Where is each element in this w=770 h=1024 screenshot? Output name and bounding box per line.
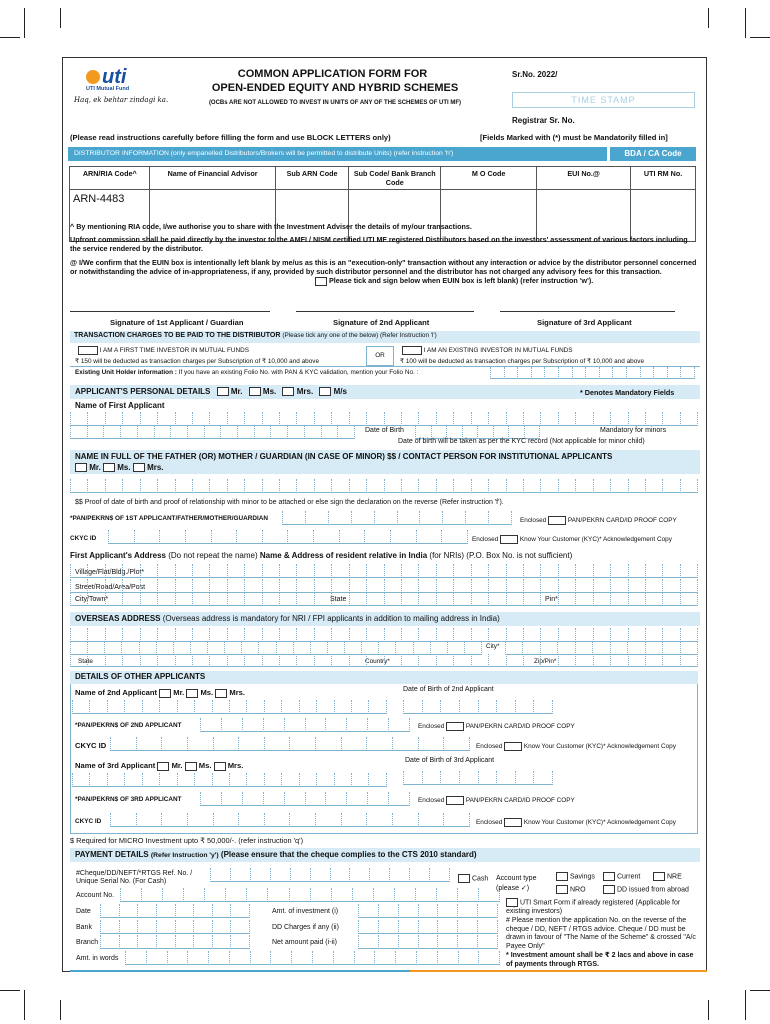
third-pan-input[interactable]	[200, 792, 410, 806]
first-applicant-name-input[interactable]	[70, 412, 698, 426]
cheque-input[interactable]	[210, 868, 450, 882]
crop-mark	[750, 37, 770, 38]
street-label: Street/Road/Area/Post	[75, 584, 146, 591]
cash-option[interactable]: Cash	[458, 874, 488, 883]
third-dob-label: Date of Birth of 3rd Applicant	[405, 757, 495, 764]
second-pan-enclosed: Enclosed PAN/PEKRN CARD/ID PROOF COPY	[418, 723, 575, 731]
other-applicants-title: DETAILS OF OTHER APPLICANTS	[75, 672, 206, 681]
mandatory-note: [Fields Marked with (*) must be Mandatorily filled in]	[480, 133, 668, 142]
registrar-sr-no: Registrar Sr. No.	[512, 116, 575, 125]
amt-words-input[interactable]	[125, 951, 500, 965]
village-input[interactable]	[70, 564, 698, 578]
address-title: First Applicant's Address (Do not repeat the name) Name & Address of resident relative in India (for NRIs) (P.O. Box No. is not sufficient)	[70, 551, 573, 560]
pan-first-label: *PAN/PEKRN$ OF 1ST APPLICANT/FATHER/MOTHER/GUARDIAN	[70, 515, 268, 522]
crop-mark	[745, 8, 746, 38]
branch-input[interactable]	[100, 935, 250, 949]
col-uti-rm: UTI RM No.	[631, 167, 696, 190]
date-label: Date	[76, 908, 91, 915]
state-label: State	[330, 596, 347, 603]
pan-first-input[interactable]	[282, 511, 512, 525]
proof-note: $$ Proof of date of birth and proof of relationship with minor to be attached or else sign the declaration on the reverse (Refer instruction 'f').	[75, 499, 504, 506]
sub-code-cell[interactable]	[349, 190, 441, 242]
third-pan-label: *PAN/PEKRN$ OF 3RD APPLICANT	[75, 796, 182, 803]
dd-charges-input[interactable]	[358, 920, 498, 934]
block-letters-note: (Please read instructions carefully before filling the form and use BLOCK LETTERS only)	[70, 133, 391, 142]
existing-option[interactable]: I AM AN EXISTING INVESTOR IN MUTUAL FUNDS	[402, 346, 573, 355]
ckyc-first-label: CKYC ID	[70, 535, 97, 542]
folio-row: Existing Unit Holder information : If you have an existing Folio No. with PAN & KYC validation, mention your Folio No. :	[75, 369, 419, 376]
first-applicant-name-input-2[interactable]	[70, 425, 355, 439]
branch-label: Branch	[76, 939, 99, 946]
amt-inv-label: Amt. of investment (i)	[272, 908, 339, 915]
col-sub-code: Sub Code/ Bank Branch Code	[349, 167, 441, 190]
first-time-option[interactable]: I AM A FIRST TIME INVESTOR IN MUTUAL FUNDS	[78, 346, 249, 355]
ckyc-first-input[interactable]	[108, 530, 468, 544]
second-kyc-ack: Enclosed Know Your Customer (KYC)* Acknowledgement Copy	[476, 743, 676, 751]
bda-ca-code: BDA / CA Code	[610, 147, 696, 161]
net-amount-label: Net amount paid (i-ii)	[272, 939, 337, 946]
overseas-country-label: Country*	[365, 658, 390, 665]
sig-label-1: Signature of 1st Applicant / Guardian	[110, 318, 244, 327]
crop-mark	[708, 8, 709, 28]
overseas-zip-label: Zip/Pin*	[534, 658, 557, 665]
second-pan-input[interactable]	[200, 718, 410, 732]
father-title-options: Mr. Ms. Mrs.	[75, 463, 164, 472]
ria-note: ^ By mentioning RIA code, I/we authorise you to share with the Investment Adviser the details of my/our transactions.	[70, 222, 472, 231]
account-type-label: Account type (please ✓)	[496, 875, 537, 892]
transaction-title: TRANSACTION CHARGES TO BE PAID TO THE DISTRIBUTOR (Please tick any one of the below) (Refer Instruction 'l')	[74, 332, 437, 339]
city-state-pin-input[interactable]	[70, 592, 698, 606]
overseas-state-label: State	[78, 658, 93, 665]
nre-option[interactable]: NRE	[653, 872, 682, 881]
footer-bar-blue	[70, 970, 410, 972]
father-title: NAME IN FULL OF THE FATHER (OR) MOTHER / GUARDIAN (IN CASE OF MINOR) $$ / CONTACT PERSON FOR INSTITUTIONAL APPLICANTS	[75, 452, 613, 461]
village-label: Village/Flat/Bldg./Plot*	[75, 569, 145, 576]
sig-line-1	[70, 311, 270, 312]
or-label: OR	[366, 346, 394, 366]
dob-note: Date of birth will be taken as per the KYC record (Not applicable for minor child)	[398, 438, 645, 445]
ocb-note: (OCBs ARE NOT ALLOWED TO INVEST IN UNITS OF ANY OF THE SCHEMES OF UTI MF)	[208, 100, 462, 106]
crop-mark	[24, 8, 25, 38]
crop-mark	[0, 37, 20, 38]
overseas-line-1[interactable]	[70, 628, 698, 642]
second-ckyc-input[interactable]	[110, 737, 470, 751]
euin-cell[interactable]	[537, 190, 631, 242]
third-kyc-ack: Enclosed Know Your Customer (KYC)* Acknowledgement Copy	[476, 819, 676, 827]
euin-blank-checkbox[interactable]	[315, 277, 327, 286]
footer-bar-orange	[410, 970, 707, 972]
sig-label-2: Signature of 2nd Applicant	[333, 318, 430, 327]
net-amount-input[interactable]	[358, 935, 498, 949]
crop-mark	[708, 1000, 709, 1020]
account-no-input[interactable]	[120, 888, 500, 902]
first-applicant-label: Name of First Applicant	[75, 401, 165, 410]
overseas-city-input[interactable]	[505, 641, 698, 655]
dob-input[interactable]	[415, 425, 540, 439]
col-euin: EUI No.@	[537, 167, 631, 190]
crop-mark	[24, 990, 25, 1020]
tick-note: Please tick and sign below when EUIN box is left blank) (refer instruction 'w').	[315, 276, 593, 286]
dd-charges-label: DD Charges if any (ii)	[272, 924, 339, 931]
col-sub-arn: Sub ARN Code	[275, 167, 349, 190]
current-option[interactable]: Current	[603, 872, 640, 881]
pan-first-enclosed: Enclosed PAN/PEKRN CARD/ID PROOF COPY	[520, 517, 677, 525]
overseas-city-label: City*	[486, 643, 500, 650]
mandatory-fields-note: * Denotes Mandatory Fields	[580, 388, 675, 397]
father-name-input[interactable]	[70, 479, 698, 493]
rtgs-note: * Investment amount shall be ₹ 2 lacs and above in case of payments through RTGS.	[506, 952, 694, 968]
third-name-input[interactable]	[72, 773, 387, 787]
uti-logo: uti UTI Mutual Fund	[86, 66, 130, 92]
mandatory-minor: Mandatory for minors	[600, 427, 667, 434]
second-applicant-row: Name of 2nd Applicant Mr. Ms. Mrs.	[75, 688, 246, 697]
form-title-2: OPEN-ENDED EQUITY AND HYBRID SCHEMES	[211, 82, 459, 94]
third-dob-input[interactable]	[403, 771, 553, 785]
distributor-bar: DISTRIBUTOR INFORMATION (only empanelled Distributors/Brokers will be permitted to distribute Units) (refer instruction 'h')	[68, 147, 607, 161]
crop-mark	[745, 990, 746, 1020]
overseas-line-3[interactable]	[70, 654, 698, 667]
third-ckyc-input[interactable]	[110, 813, 470, 827]
advisor-cell[interactable]	[150, 190, 275, 242]
nro-option[interactable]: NRO	[556, 885, 586, 894]
second-dob-input[interactable]	[403, 700, 553, 714]
crop-mark	[60, 8, 61, 28]
amt-words-label: Amt. in words	[76, 955, 119, 962]
street-input[interactable]	[70, 579, 698, 593]
overseas-title: OVERSEAS ADDRESS (Overseas address is mandatory for NRI / FPI applicants in addition to mailing address in India)	[75, 614, 500, 623]
uti-rm-cell[interactable]	[631, 190, 696, 242]
existing-charge: ₹ 100 will be deducted as transaction charges per Subscription of ₹ 10,000 and above	[400, 358, 645, 365]
crop-mark	[0, 990, 20, 991]
upfront-note: Upfront commission shall be paid directly by the investor to the AMFI / NISM certified UTI MF registered Distributors based on the investors' assessment of various factors including the service rendered by the distributor.	[70, 235, 688, 253]
col-advisor: Name of Financial Advisor	[150, 167, 275, 190]
time-stamp-box: TIME STAMP	[512, 92, 695, 108]
bank-input[interactable]	[100, 920, 250, 934]
sr-no: Sr.No. 2022/	[512, 70, 558, 79]
dd-abroad-option[interactable]: DD issued from abroad	[603, 885, 689, 894]
tagline: Haq, ek behtar zindagi ka.	[74, 96, 169, 104]
crop-mark	[750, 990, 770, 991]
personal-title: APPLICANT'S PERSONAL DETAILS Mr. Ms. Mrs. M/s	[75, 387, 347, 396]
city-label: City/Town*	[75, 596, 109, 603]
pin-label: Pin*	[545, 596, 558, 603]
mo-code-cell[interactable]	[441, 190, 537, 242]
third-applicant-row: Name of 3rd Applicant Mr. Ms. Mrs.	[75, 761, 244, 770]
euin-note: @ I/We confirm that the EUIN box is intentionally left blank by me/us as this is an "execution-only" transaction without any interaction or advice by the distributor personnel concerned or notwithstanding the advice of in-appropriateness, if any, provided by such distributor personnel and the distributor has not charged any advisory fees for this transaction.	[70, 258, 697, 276]
second-ckyc-label: CKYC ID	[75, 741, 107, 750]
second-dob-label: Date of Birth of 2nd Applicant	[403, 686, 494, 693]
folio-input[interactable]	[490, 367, 695, 379]
sub-arn-cell[interactable]	[275, 190, 349, 242]
second-name-input[interactable]	[72, 700, 387, 714]
account-no-label: Account No.	[76, 892, 115, 899]
sig-line-2	[296, 311, 474, 312]
bank-label: Bank	[76, 924, 92, 931]
form-title-1: COMMON APPLICATION FORM FOR	[237, 68, 428, 80]
sig-label-3: Signature of 3rd Applicant	[537, 318, 632, 327]
hash-note: # Please mention the application No. on the reverse of the cheque / DD, NEFT / RTGS advice. Cheque / DD must be drawn in favour of "The Name of the Scheme" & crossed "A/c Payee Only"	[506, 917, 696, 950]
dob-label: Date of Birth	[365, 427, 404, 434]
overseas-line-2[interactable]	[70, 641, 482, 655]
first-time-charge: ₹ 150 will be deducted as transaction charges per Subscription of ₹ 10,000 and above	[75, 358, 320, 365]
smart-form-option[interactable]: UTI Smart Form if already registered (Applicable for existing investors)	[506, 899, 681, 915]
col-mo-code: M O Code	[441, 167, 537, 190]
col-arn: ARN/RIA Code^	[70, 167, 150, 190]
cheque-label: #Cheque/DD/NEFT/*RTGS Ref. No. / Unique Serial No. (For Cash)	[76, 870, 193, 885]
kyc-first-ack: Enclosed Know Your Customer (KYC)* Acknowledgement Copy	[472, 536, 672, 544]
amt-inv-input[interactable]	[358, 904, 498, 918]
crop-mark	[60, 1000, 61, 1020]
third-pan-enclosed: Enclosed PAN/PEKRN CARD/ID PROOF COPY	[418, 797, 575, 805]
sig-line-3	[500, 311, 675, 312]
savings-option[interactable]: Savings	[556, 872, 595, 881]
second-pan-label: *PAN/PEKRN$ OF 2ND APPLICANT	[75, 722, 182, 729]
date-input[interactable]	[100, 904, 250, 918]
micro-note: $ Required for MICRO Investment upto ₹ 50,000/-. (refer instruction 'q')	[70, 836, 304, 845]
third-ckyc-label: CKYC ID	[75, 818, 102, 825]
arn-value[interactable]: ARN-4483	[70, 190, 150, 242]
payment-title: PAYMENT DETAILS (Refer Instruction 'y') (Please ensure that the cheque complies to the CTS 2010 standard)	[75, 850, 477, 859]
